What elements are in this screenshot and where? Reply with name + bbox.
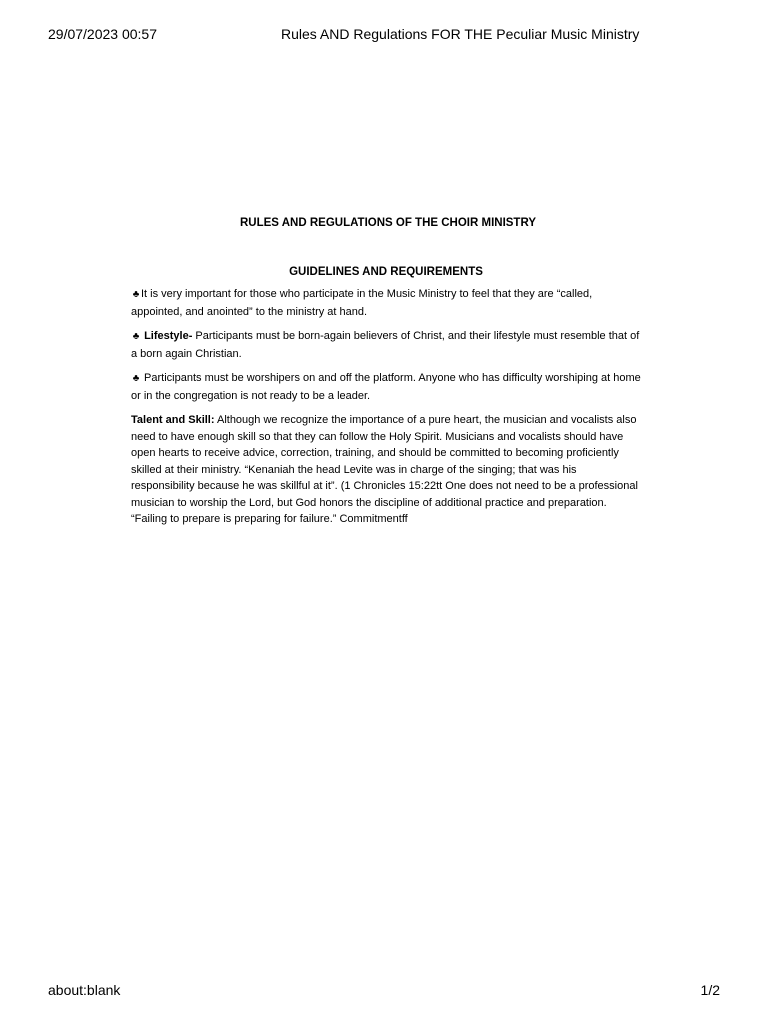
- club-bullet-icon: ♣: [132, 373, 140, 384]
- guideline-paragraph: [131, 370, 641, 404]
- talent-paragraph: [131, 412, 641, 528]
- print-header: [48, 24, 720, 44]
- document-title: RULES AND REGULATIONS OF THE CHOIR MINISTRY: [239, 217, 537, 229]
- paragraph-text: Although we recognize the importance of a pure heart, the musician and vocalists also need to have enough skill so that they can follow the Holy Spirit. Musicians and vocalists should have open hearts to receive advice, correction, training, and should be committed to becoming proficiently skilled at their ministry. “Kenaniah the head Levite was in charge of the singing; that was his responsibility because he was skillful at it”. (1 Chronicles 15:22tt One does not need to be a professional musician to worship the Lord, but God honors the discipline of additional practice and preparation. “Failing to prepare is preparing for failure.” Commitmentff: [131, 414, 638, 525]
- print-page-title: Rules AND Regulations FOR THE Peculiar Music Ministry: [281, 26, 640, 42]
- page-number: 1/2: [700, 982, 720, 998]
- paragraph-text: It is very important for those who participate in the Music Ministry to feel that they are “called, appointed, and anointed” to the ministry at hand.: [131, 288, 593, 318]
- club-bullet-icon: ♣: [132, 331, 140, 342]
- print-url: about:blank: [48, 982, 121, 998]
- paragraph-lead: Talent and Skill:: [131, 414, 215, 426]
- print-datetime: 29/07/2023 00:57: [48, 26, 157, 42]
- paragraph-text: Participants must be worshipers on and off the platform. Anyone who has difficulty worshiping at home or in the congregation is not ready to be a leader.: [131, 372, 641, 402]
- paragraph-lead: Lifestyle-: [144, 330, 193, 342]
- paragraph-text: Participants must be born-again believers of Christ, and their lifestyle must resemble that of a born again Christian.: [131, 330, 640, 360]
- print-footer: [48, 980, 720, 1000]
- document-body: [131, 215, 641, 536]
- guideline-paragraph: [131, 328, 641, 362]
- club-bullet-icon: ♣: [132, 289, 140, 300]
- guideline-paragraph: [131, 286, 641, 320]
- document-subtitle: GUIDELINES AND REQUIREMENTS: [289, 265, 483, 278]
